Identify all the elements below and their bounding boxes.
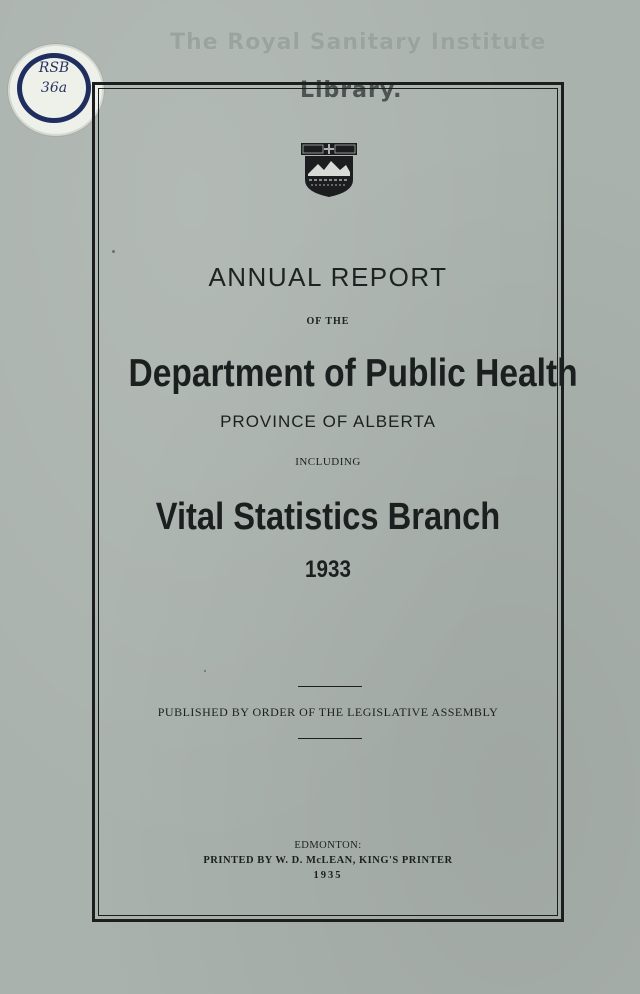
including-text: INCLUDING <box>295 456 361 468</box>
shelf-label-sticker <box>8 44 104 136</box>
report-year: 1933 <box>305 556 351 583</box>
library-stamp-institution: The Royal Sanitary Institute <box>170 30 547 55</box>
divider-top <box>298 686 362 687</box>
library-stamp-library: Library. <box>300 78 403 103</box>
of-the-text: OF THE <box>306 316 350 327</box>
imprint-year: 1935 <box>313 870 343 881</box>
shelf-label-text <box>10 58 98 98</box>
branch-title: Vital Statistics Branch <box>155 496 501 538</box>
divider-bottom <box>298 738 362 739</box>
paper-speck <box>112 250 115 253</box>
report-heading: ANNUAL REPORT <box>208 262 448 292</box>
paper-speck <box>204 670 206 672</box>
alberta-coat-of-arms-icon <box>300 142 358 198</box>
shelf-label-line-1: RSB <box>38 60 70 76</box>
department-title: Department of Public Health <box>128 352 578 395</box>
imprint-place: EDMONTON: <box>294 840 362 851</box>
province-text: PROVINCE OF ALBERTA <box>220 412 436 431</box>
imprint-printer: PRINTED BY W. D. McLEAN, KING'S PRINTER <box>203 855 453 866</box>
shelf-label-line-2: 36a <box>40 80 68 96</box>
published-statement: PUBLISHED BY ORDER OF THE LEGISLATIVE ASSEMBLY <box>157 705 499 719</box>
